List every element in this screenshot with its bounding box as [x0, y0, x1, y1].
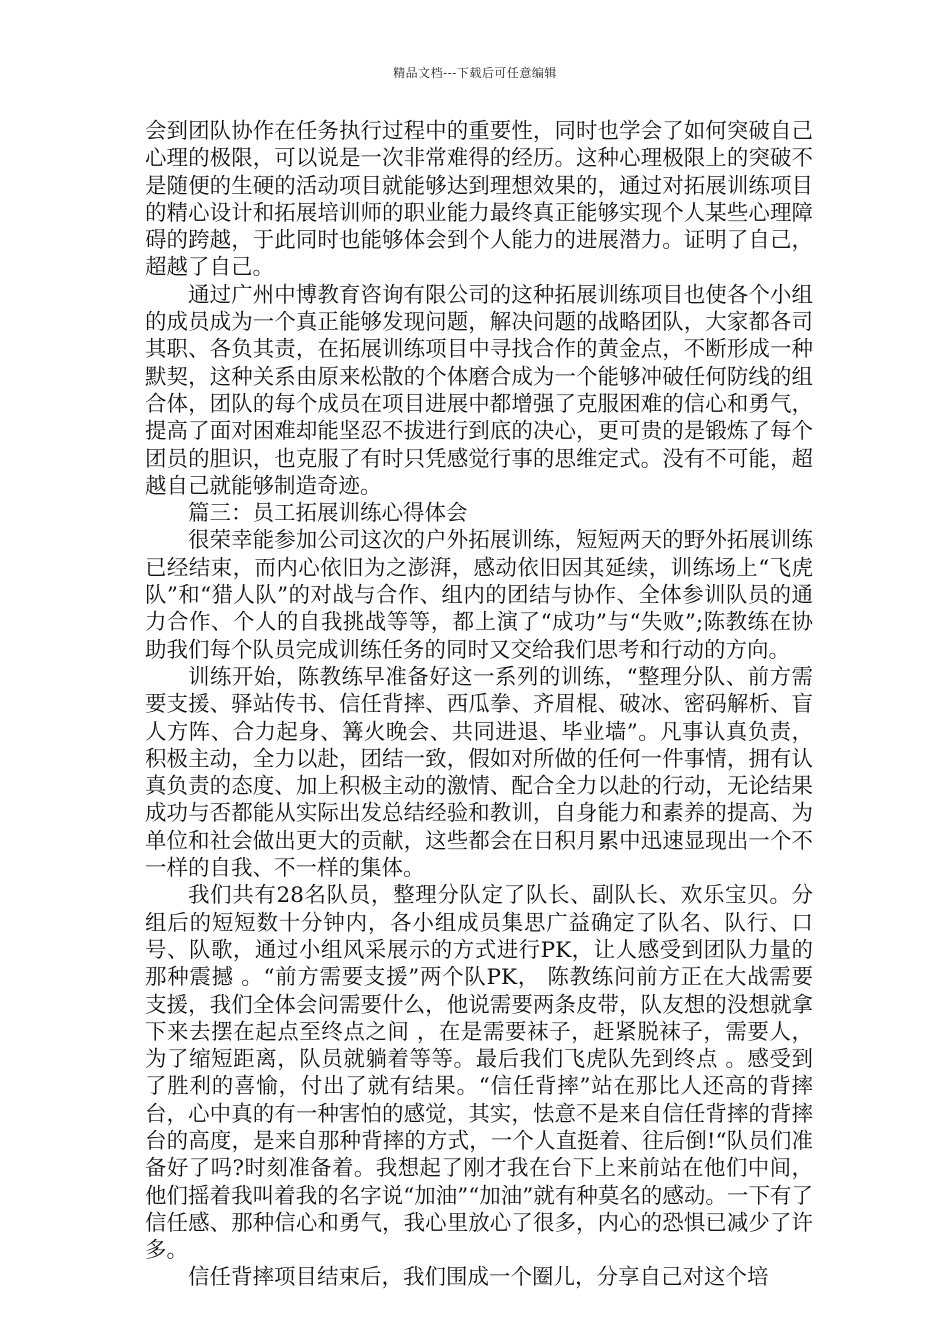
paragraph-2: 通过广州中博教育咨询有限公司的这种拓展训练项目也使各个小组的成员成为一个真正能够发现问题，解决问题的战略团队，大家都各司其职、各负其责，在拓展训练项目中寻找合作的黄金点，不断形成一种默契，这种关系由原来松散的个体磨合成为一个能够冲破任何防线的组合体，团队的每个成员在项目进展中都增强了克服困难的信心和勇气，提高了面对困难却能坚忍不拔进行到底的决心，更可贵的是锻炼了每个团员的胆识，也克服了有时只凭感觉行事的思维定式。没有不可能，超越自己就能够制造奇迹。	[145, 282, 813, 499]
page-header: 精品文档---下载后可任意编辑	[393, 66, 557, 80]
paragraph-6: 信任背摔项目结束后，我们围成一个圈儿，分享自己对这个培	[188, 1265, 769, 1291]
document-body	[145, 118, 813, 1292]
paragraph-3: 很荣幸能参加公司这次的户外拓展训练，短短两天的野外拓展训练已经结束，而内心依旧为之澎湃，感动依旧因其延续，训练场上“飞虎队”和“猎人队”的对战与合作、组内的团结与协作、全体参训队员的通力合作、个人的自我挑战等等，都上演了“成功”与“失败”;陈教练在协助我们每个队员完成训练任务的同时又交给我们思考和行动的方向。	[145, 528, 813, 663]
section-heading: 篇三：员工拓展训练心得体会	[188, 501, 468, 527]
paragraph-1: 会到团队协作在任务执行过程中的重要性，同时也学会了如何突破自己心理的极限，可以说是一次非常难得的经历。这种心理极限上的突破不是随便的生硬的活动项目就能够达到理想效果的，通过对拓展训练项目的精心设计和拓展培训师的职业能力最终真正能够实现个人某些心理障碍的跨越，于此同时也能够体会到个人能力的进展潜力。证明了自己，超越了自己。	[145, 119, 813, 281]
paragraph-4: 训练开始，陈教练早准备好这一系列的训练，“整理分队、前方需要支援、驿站传书、信任背摔、西瓜拳、齐眉棍、破冰、密码解析、盲人方阵、合力起身、篝火晚会、共同进退、毕业墙”。凡事认真负责，积极主动，全力以赴，团结一致，假如对所做的任何一件事情，拥有认真负责的态度、加上积极主动的激情、配合全力以赴的行动，无论结果成功与否都能从实际出发总结经验和教训，自身能力和素养的提高、为单位和社会做出更大的贡献，这些都会在日积月累中迅速显现出一个不一样的自我、不一样的集体。	[145, 664, 813, 882]
paragraph-5: 我们共有28名队员，整理分队定了队长、副队长、欢乐宝贝。分组后的短短数十分钟内，各小组成员集思广益确定了队名、队行、口号、队歌，通过小组风采展示的方式进行PK，让人感受到团队力量的那种震撼 。“前方需要支援”两个队PK， 陈教练问前方正在大战需要支援，我们全体会问需要什么，他说需要两条皮带，队友想的没想就拿下来去摆在起点至终点之间 ，在是需要袜子，赶紧脱袜子，需要人，为了缩短距离，队员就躺着等等。最后我们飞虎队先到终点 。感受到了胜利的喜愉，付出了就有结果。“信任背摔”站在那比人还高的背摔台，心中真的有一种害怕的感觉，其实，怯意不是来自信任背摔的背摔台的高度，是来自那种背摔的方式，一个人直挺着、往后倒!“队员们准备好了吗?时刻准备着。我想起了刚才我在台下上来前站在他们中间，他们摇着我叫着我的名字说“加油”“加油”就有种莫名的感动。一下有了信任感、那种信心和勇气，我心里放心了很多，内心的恐惧已减少了许多。	[145, 883, 813, 1264]
